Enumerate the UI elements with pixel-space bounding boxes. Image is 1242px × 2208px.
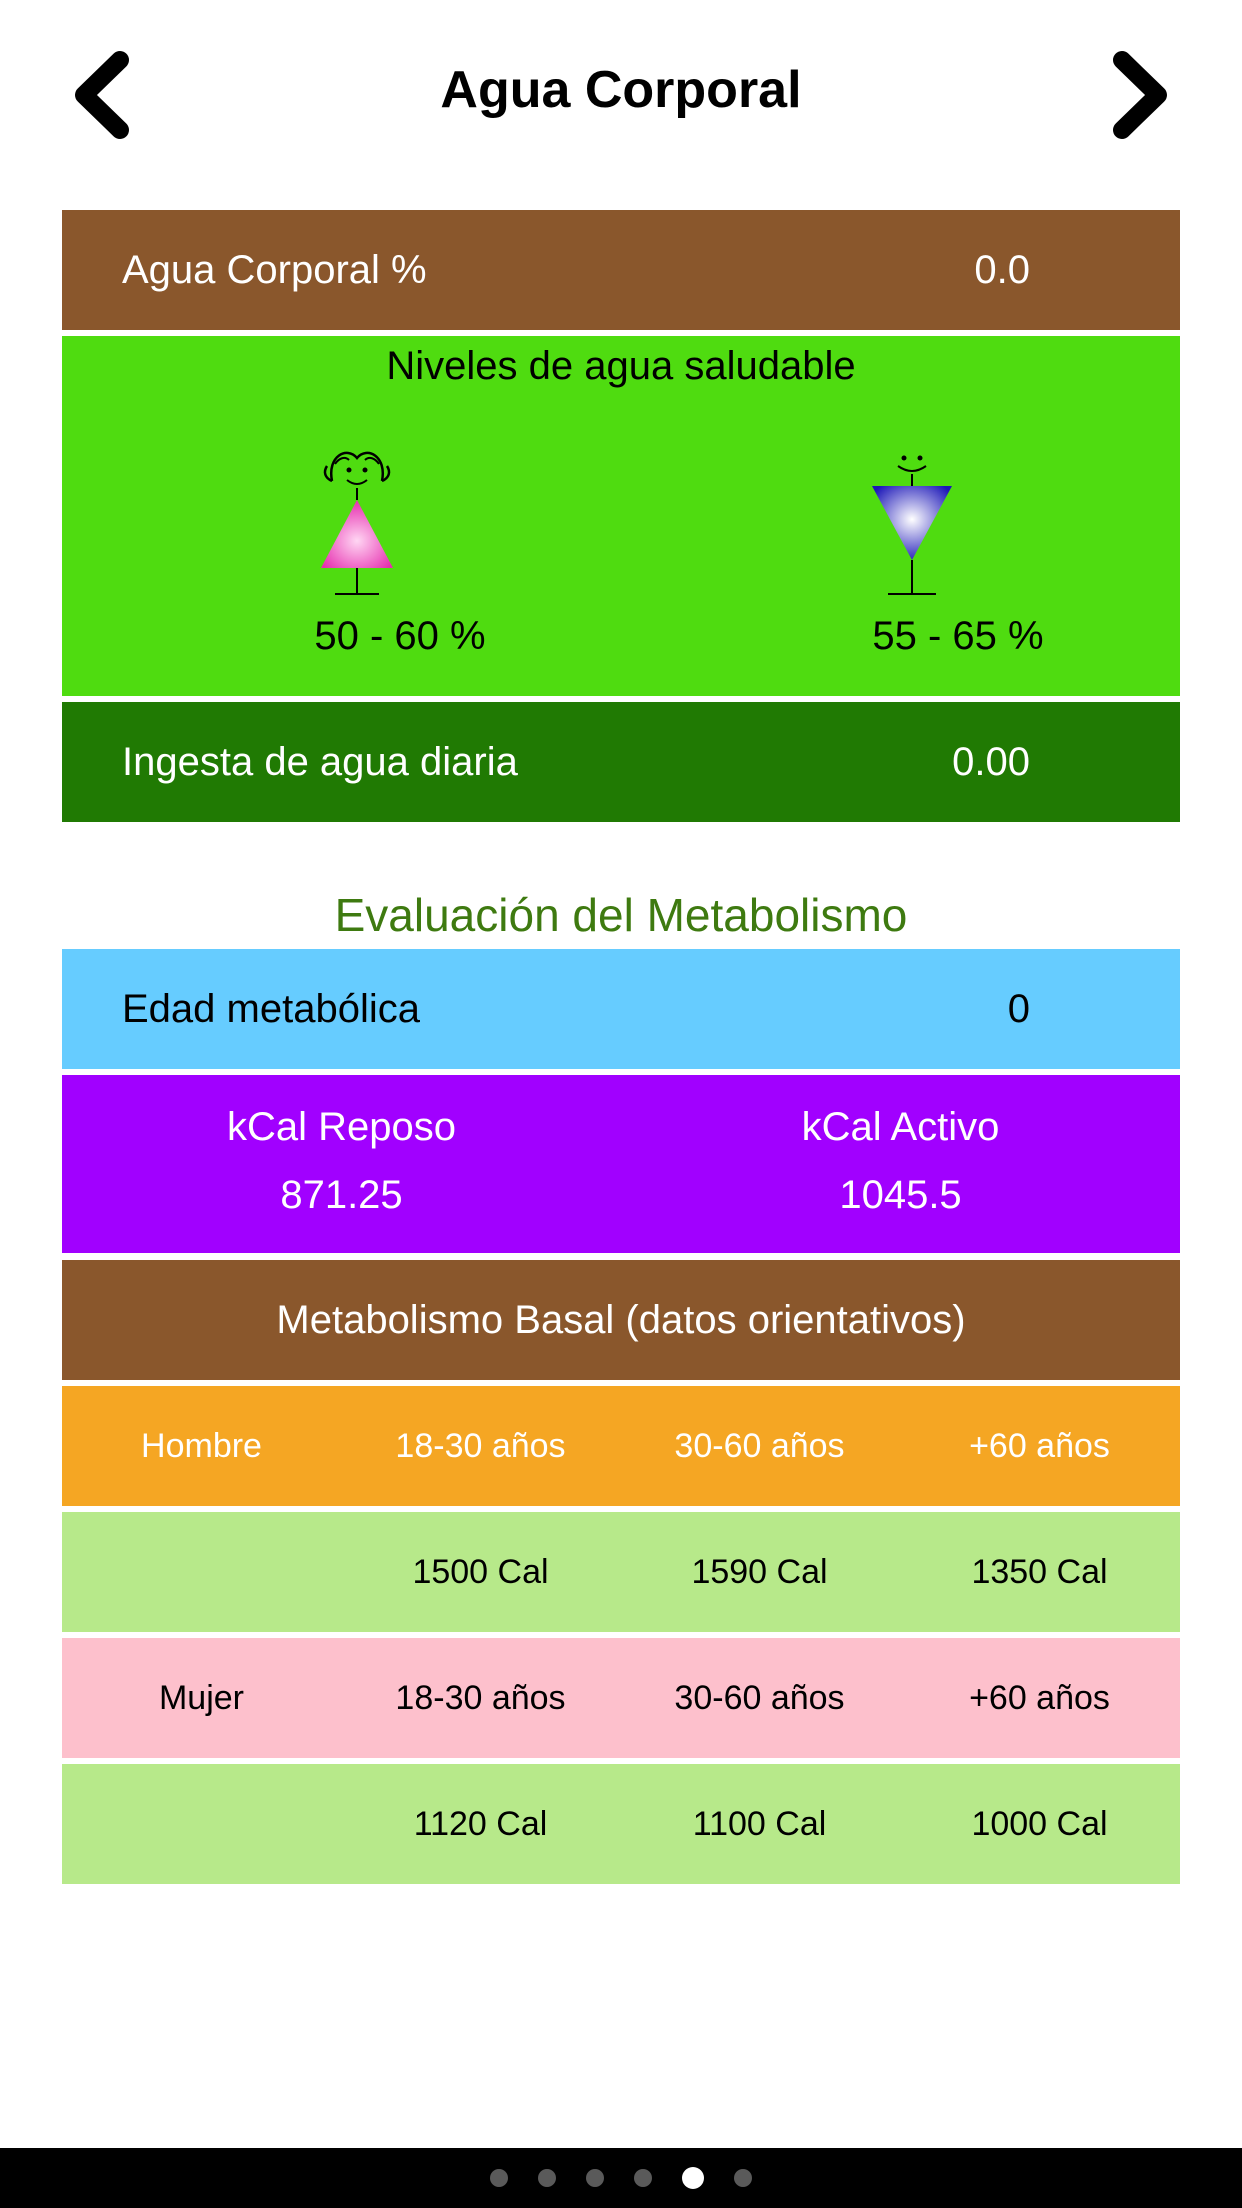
table-cell: 1350 Cal [971, 1552, 1108, 1591]
forward-button[interactable] [1084, 40, 1194, 150]
table-cell: 30-60 años [674, 1426, 845, 1465]
table-cell: 1000 Cal [971, 1804, 1108, 1843]
male-figure-icon [842, 436, 982, 611]
table-row-men-calories [62, 1512, 1180, 1632]
male-range: 55 - 65 % [872, 614, 1044, 658]
kcal-rest-value: 871.25 [280, 1173, 403, 1217]
page-title: Agua Corporal [440, 61, 802, 119]
page-dot[interactable] [538, 2169, 556, 2187]
page-dot[interactable] [490, 2169, 508, 2187]
female-figure-icon [287, 436, 427, 611]
page-dot[interactable] [682, 2167, 704, 2189]
metabolic-age-value: 0 [1007, 986, 1030, 1031]
table-cell: 30-60 años [674, 1678, 845, 1717]
page-dot[interactable] [586, 2169, 604, 2187]
chevron-left-icon [68, 50, 138, 140]
table-cell [62, 1764, 341, 1884]
body-water-label: Agua Corporal % [122, 247, 427, 292]
healthy-levels-panel [62, 336, 1180, 696]
kcal-panel [62, 1075, 1180, 1253]
page-indicator [0, 2148, 1242, 2208]
metabolic-age-label: Edad metabólica [122, 986, 420, 1031]
table-cell: 18-30 años [395, 1678, 566, 1717]
table-cell: Mujer [158, 1678, 245, 1717]
healthy-levels-title: Niveles de agua saludable [386, 344, 856, 388]
header-bar [0, 0, 1242, 190]
body-water-row [62, 210, 1180, 330]
table-cell: 1120 Cal [413, 1804, 548, 1843]
chevron-right-icon [1104, 50, 1174, 140]
kcal-active-value: 1045.5 [839, 1173, 962, 1217]
table-row-women-calories [62, 1764, 1180, 1884]
table-cell: 1590 Cal [691, 1552, 828, 1591]
daily-intake-row [62, 702, 1180, 822]
kcal-active-label: kCal Activo [801, 1105, 1000, 1149]
kcal-rest-label: kCal Reposo [226, 1105, 456, 1149]
kcal-rest [62, 1075, 621, 1253]
daily-intake-label: Ingesta de agua diaria [122, 739, 518, 784]
female-range: 50 - 60 % [314, 614, 486, 658]
table-cell: 1500 Cal [412, 1552, 549, 1591]
daily-intake-value: 0.00 [952, 739, 1030, 784]
table-cell: 18-30 años [395, 1426, 566, 1465]
body-water-value: 0.0 [974, 247, 1030, 292]
metabolic-age-row [62, 949, 1180, 1069]
table-row-women-ages [62, 1638, 1180, 1758]
table-cell [62, 1512, 341, 1632]
basal-metabolism-title: Metabolismo Basal (datos orientativos) [276, 1297, 966, 1342]
table-row-men-ages [62, 1386, 1180, 1506]
back-button[interactable] [48, 40, 158, 150]
basal-metabolism-title-row [62, 1260, 1180, 1380]
kcal-active [621, 1075, 1180, 1253]
page-dot[interactable] [734, 2169, 752, 2187]
table-cell: Hombre [141, 1426, 262, 1465]
table-cell: +60 años [969, 1678, 1110, 1717]
metabolism-section-title: Evaluación del Metabolismo [334, 889, 908, 941]
table-cell: 1100 Cal [692, 1804, 827, 1843]
table-cell: +60 años [969, 1426, 1110, 1465]
page-dot[interactable] [634, 2169, 652, 2187]
